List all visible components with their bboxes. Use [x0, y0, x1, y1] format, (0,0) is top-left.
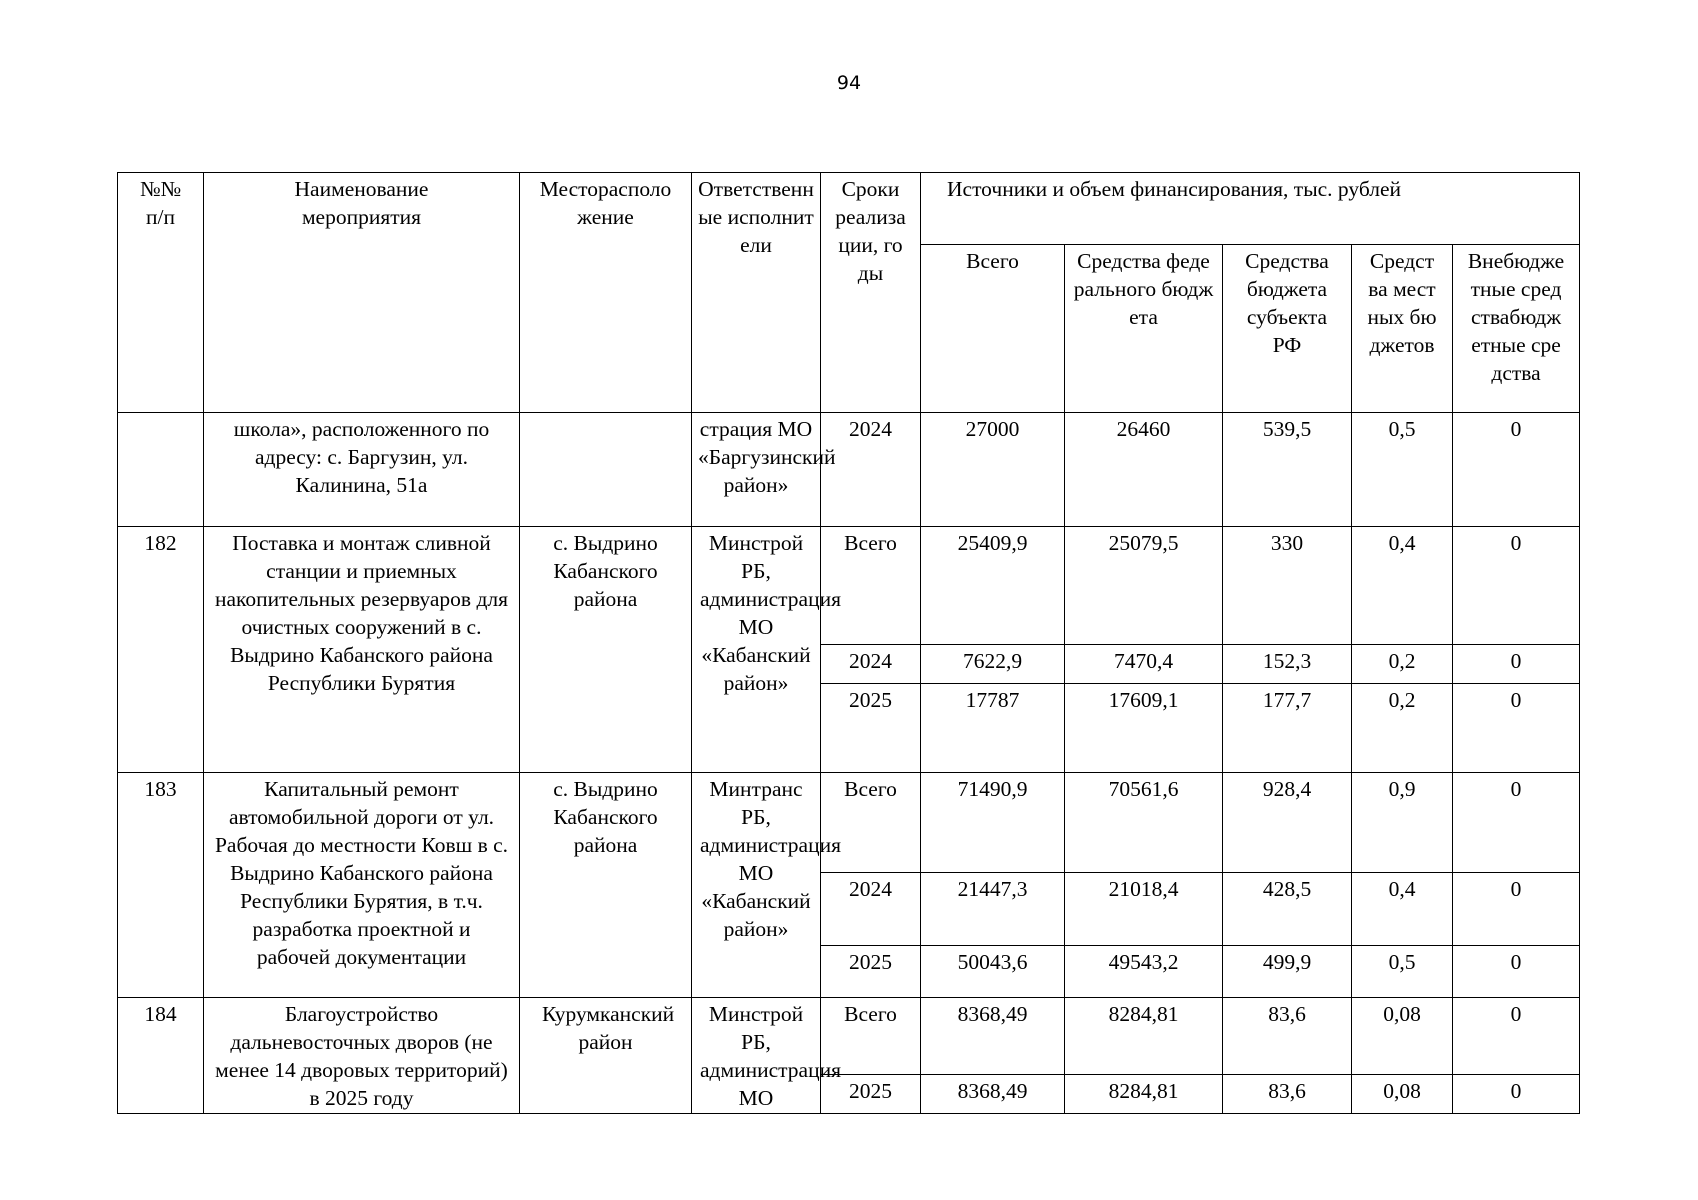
row-name: школа», расположенного по адресу: с. Баргузин, ул. Калинина, 51а: [204, 413, 520, 527]
row-total: 25409,9: [921, 527, 1065, 645]
row-name: Благоустройство дальневосточных дворов (не менее 14 дворовых территорий) в 2025 году: [204, 998, 520, 1114]
row-total: 50043,6: [921, 946, 1065, 998]
row-local: 0,4: [1352, 873, 1453, 946]
row-period: 2024: [821, 645, 921, 684]
row-federal: 8284,81: [1065, 998, 1223, 1075]
row-local: 0,2: [1352, 645, 1453, 684]
row-period: Всего: [821, 527, 921, 645]
row-federal: 8284,81: [1065, 1075, 1223, 1114]
row-federal: 70561,6: [1065, 773, 1223, 873]
row-regional: 928,4: [1223, 773, 1352, 873]
table-row: [118, 413, 1580, 527]
row-period: 2024: [821, 413, 921, 527]
row-total: 27000: [921, 413, 1065, 527]
row-regional: 499,9: [1223, 946, 1352, 998]
table-row: [118, 773, 1580, 873]
header-responsible: [692, 173, 821, 413]
row-total: 17787: [921, 684, 1065, 773]
header-local: Средства местных бюджетов: [1352, 245, 1453, 413]
page-number: 94: [836, 72, 862, 94]
row-extra: 0: [1453, 998, 1580, 1075]
row-num: 183: [118, 773, 204, 998]
row-num: [118, 413, 204, 527]
row-regional: 83,6: [1223, 998, 1352, 1075]
financing-table: [117, 172, 1580, 1114]
row-total: 8368,49: [921, 1075, 1065, 1114]
header-period-text: Сроки реализации, годы: [835, 177, 906, 285]
header-responsible-text: Ответственные исполнители: [698, 177, 814, 257]
row-num: 182: [118, 527, 204, 773]
row-local: 0,4: [1352, 527, 1453, 645]
row-federal: 17609,1: [1065, 684, 1223, 773]
row-extra: 0: [1453, 413, 1580, 527]
header-total: Всего: [921, 245, 1065, 413]
row-location: с. Выдрино Кабанского района: [520, 527, 692, 773]
table-row: [118, 998, 1580, 1075]
row-responsible: Минстрой РБ, администрация МО: [692, 998, 821, 1114]
row-regional: 177,7: [1223, 684, 1352, 773]
row-regional: 428,5: [1223, 873, 1352, 946]
row-location: Курумканский район: [520, 998, 692, 1114]
header-sources-title: Источники и объем финансирования, тыс. рублей: [921, 173, 1580, 245]
table-row: [118, 527, 1580, 645]
row-extra: 0: [1453, 527, 1580, 645]
header-regional: Средства бюджета субъекта РФ: [1223, 245, 1352, 413]
row-federal: 26460: [1065, 413, 1223, 527]
row-total: 21447,3: [921, 873, 1065, 946]
row-federal: 25079,5: [1065, 527, 1223, 645]
row-responsible: страция МО «Баргузинский район»: [692, 413, 821, 527]
header-row-1: [118, 173, 1580, 245]
row-period: Всего: [821, 773, 921, 873]
row-extra: 0: [1453, 684, 1580, 773]
header-location: [520, 173, 692, 413]
row-extra: 0: [1453, 946, 1580, 998]
row-location: [520, 413, 692, 527]
row-total: 8368,49: [921, 998, 1065, 1075]
row-location: с. Выдрино Кабанского района: [520, 773, 692, 998]
row-extra: 0: [1453, 873, 1580, 946]
row-regional: 152,3: [1223, 645, 1352, 684]
row-regional: 83,6: [1223, 1075, 1352, 1114]
row-period: 2025: [821, 1075, 921, 1114]
row-extra: 0: [1453, 645, 1580, 684]
row-total: 7622,9: [921, 645, 1065, 684]
row-period: 2024: [821, 873, 921, 946]
row-federal: 49543,2: [1065, 946, 1223, 998]
row-federal: 21018,4: [1065, 873, 1223, 946]
row-regional: 539,5: [1223, 413, 1352, 527]
row-name: Поставка и монтаж сливной станции и приемных накопительных резервуаров для очистных сооружений в с. Выдрино Кабанского района Республики Бурятия: [204, 527, 520, 773]
header-location-text: Месторасположение: [539, 177, 672, 229]
header-name: Наименование мероприятия: [204, 173, 520, 413]
row-local: 0,5: [1352, 413, 1453, 527]
row-local: 0,08: [1352, 1075, 1453, 1114]
row-responsible: Минстрой РБ, администрация МО «Кабанский район»: [692, 527, 821, 773]
row-federal: 7470,4: [1065, 645, 1223, 684]
row-period: 2025: [821, 946, 921, 998]
row-local: 0,5: [1352, 946, 1453, 998]
row-name: Капитальный ремонт автомобильной дороги от ул. Рабочая до местности Ковш в с. Выдрино Кабанского района Республики Бурятия, в т.ч. разработка проектной и рабочей документации: [204, 773, 520, 998]
row-period: Всего: [821, 998, 921, 1075]
row-num: 184: [118, 998, 204, 1114]
row-regional: 330: [1223, 527, 1352, 645]
row-total: 71490,9: [921, 773, 1065, 873]
row-extra: 0: [1453, 773, 1580, 873]
header-federal: Средства федерального бюджета: [1065, 245, 1223, 413]
header-extra: Внебюджетные средствабюджетные средства: [1453, 245, 1580, 413]
row-local: 0,2: [1352, 684, 1453, 773]
row-responsible: Минтранс РБ, администрация МО «Кабанский район»: [692, 773, 821, 998]
row-extra: 0: [1453, 1075, 1580, 1114]
header-num: №№ п/п: [118, 173, 204, 413]
row-local: 0,08: [1352, 998, 1453, 1075]
row-local: 0,9: [1352, 773, 1453, 873]
header-period: [821, 173, 921, 413]
row-period: 2025: [821, 684, 921, 773]
